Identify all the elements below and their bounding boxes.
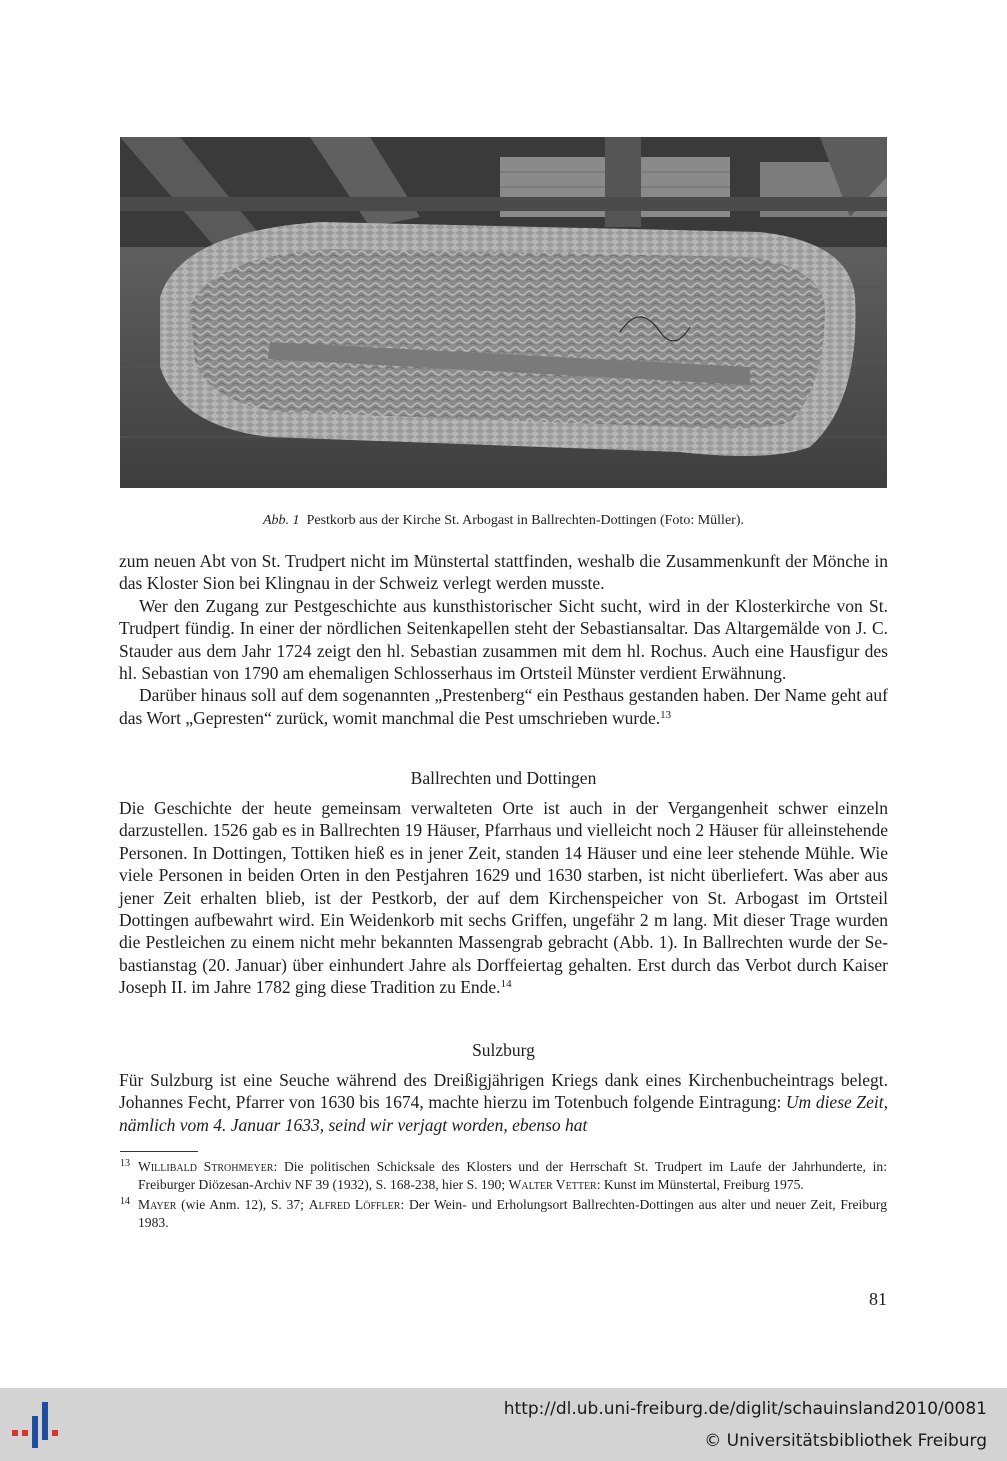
body-text-block-3 bbox=[119, 1069, 888, 1136]
footer-copyright: © Universitätsbibliothek Freiburg bbox=[704, 1431, 987, 1451]
section-heading-ballrechten: Ballrechten und Dottingen bbox=[410, 768, 597, 788]
paragraph-1: zum neuen Abt von St. Trudpert nicht im Münstertal stattfinden, weshalb die Zusammenkunft der Mönche in das Kloster Sion bei Klingnau in der Schweiz verlegt werden musste. bbox=[119, 551, 888, 594]
figure-caption-label: Abb. 1 bbox=[263, 513, 300, 528]
footnote-author: Mayer bbox=[138, 1197, 177, 1212]
footnote-text: (wie Anm. 12), S. 37; bbox=[176, 1197, 309, 1212]
paragraph-4 bbox=[119, 797, 888, 999]
paragraph-5 bbox=[119, 1069, 888, 1136]
footnote-text: : Kunst im Münstertal, Freiburg 1975. bbox=[596, 1177, 804, 1192]
footer-url-link[interactable]: http://dl.ub.uni-freiburg.de/diglit/schauinsland2010/0081 bbox=[503, 1399, 987, 1419]
footnotes bbox=[120, 1158, 887, 1234]
footnote-ref-13: 13 bbox=[660, 708, 672, 721]
basket-photo-image bbox=[120, 137, 887, 488]
body-text-block-2 bbox=[119, 797, 888, 999]
paragraph-4-text: Die Geschichte der heute gemeinsam verwalteten Orte ist auch in der Vergangenheit schwer einzeln darzustellen. 1526 gab es in Ballrechten 19 Häuser, Pfarrhaus und vielleicht noch 2 Häuser für alleinstehende Personen. In Dottingen, Tottiken hieß es in jener Zeit, standen 14 Häuser und eine leer stehende Mühle. Wie viele Personen in beiden Orten in den Pestjahren 1629 und 1630 starben, ist nicht überliefert. Was aber aus jener Zeit erhalten blieb, ist der Pestkorb, der auf dem Kirchenspeicher von St. Arbogast im Ortsteil Dottingen aufbewahrt wird. Ein Weidenkorb mit sechs Griffen, ungefähr 2 m lang. Mit dieser Trage wurden die Pestleichen zu einem nicht mehr bekannten Massengrab gebracht (Abb. 1). In Ballrechten wurde der Sebastianstag (20. Januar) über einhundert Jahre als Dorffeiertag gehalten. Erst durch das Verbot durch Kaiser Joseph II. im Jahre 1782 ging diese Tradition zu Ende. bbox=[119, 798, 888, 998]
figure-caption-text: Pestkorb aus der Kirche St. Arbogast in Ballrechten-Dottingen (Foto: Müller). bbox=[306, 513, 744, 528]
footnote-number: 13 bbox=[120, 1158, 130, 1169]
footnote-author: Alfred Löffler bbox=[308, 1197, 401, 1212]
section-heading-sulzburg: Sulzburg bbox=[472, 1040, 535, 1060]
body-text-block-1 bbox=[119, 550, 888, 729]
footnote-number: 14 bbox=[120, 1196, 130, 1207]
footnote-text: : Die politischen Schicksale des Klosters und der Herrschaft St. Trudpert im Laufe der Jahrhunderte, in: Freiburger Diözesan-Archiv NF 39 (1932), S. 168-238, hier S. 190; bbox=[138, 1159, 887, 1192]
footnote-divider bbox=[120, 1151, 198, 1152]
footer-bar bbox=[0, 1388, 1007, 1461]
footnote-13 bbox=[120, 1158, 887, 1194]
footnote-ref-14: 14 bbox=[500, 978, 512, 991]
paragraph-3 bbox=[119, 684, 888, 729]
figure-photo-plague-basket bbox=[120, 137, 887, 488]
ub-freiburg-logo-icon bbox=[10, 1402, 64, 1448]
footnote-author: Walter Vetter bbox=[508, 1177, 597, 1192]
page-number: 81 bbox=[869, 1289, 887, 1309]
footnote-author: Willibald Strohmeyer bbox=[138, 1159, 274, 1174]
footnote-text: : Der Wein- und Erholungsort Ballrechten-Dottingen aus alter und neuer Zeit, Freiburg 1983. bbox=[138, 1197, 887, 1230]
paragraph-2: Wer den Zugang zur Pestgeschichte aus kunsthistorischer Sicht sucht, wird in der Klosterkirche von St. Trudpert fündig. In einer der nördlichen Seitenkapellen steht der Sebastiansaltar. Das Altargemälde von J. C. Stauder aus dem Jahr 1724 zeigt den hl. Sebastian zusammen mit dem hl. Rochus. Auch eine Hausfigur des hl. Sebastian von 1790 am ehemaligen Schlosserhaus im Ortsteil Münster verdient Erwähnung. bbox=[119, 595, 888, 684]
paragraph-5-text: Für Sulzburg ist eine Seuche während des Dreißigjährigen Kriegs dank eines Kirchenbucheintrags belegt. Johannes Fecht, Pfarrer von 1630 bis 1674, machte hierzu im Totenbuch folgende Eintragung: bbox=[119, 1070, 888, 1113]
paragraph-5-quote: Um diese Zeit, nämlich vom 4. Januar 1633, seind wir verjagt worden, ebenso hat bbox=[119, 1092, 888, 1135]
footnote-14 bbox=[120, 1196, 887, 1232]
figure-caption bbox=[120, 511, 887, 531]
paragraph-3-text: Darüber hinaus soll auf dem sogenannten „Prestenberg“ ein Pesthaus gestanden haben. Der Name geht auf das Wort „Gepresten“ zurück, womit manchmal die Pest umschrieben wurde. bbox=[119, 685, 888, 728]
